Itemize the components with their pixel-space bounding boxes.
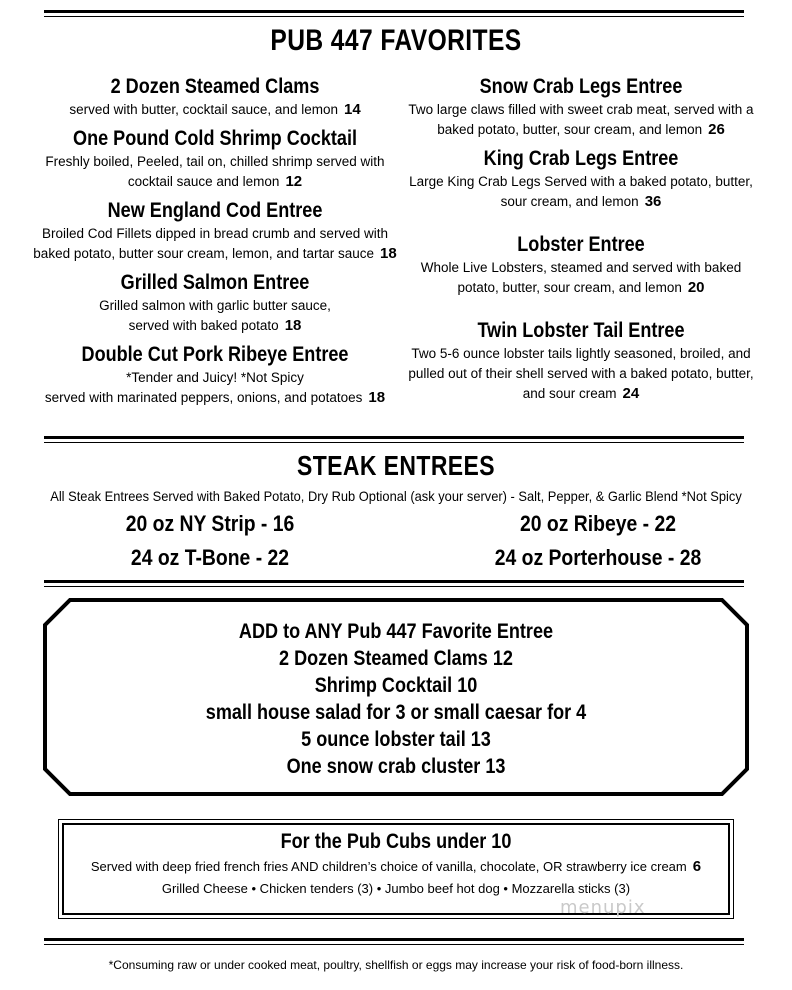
addon-item: 5 ounce lobster tail 13 [301, 728, 491, 751]
steak-item: 20 oz NY Strip - 16 [125, 511, 295, 536]
item-desc: baked potato, butter sour cream, lemon, and tartar sauce [33, 246, 374, 261]
item-desc: pulled out of their shell served with a baked potato, butter, [408, 366, 754, 381]
kids-items: Grilled Cheese • Chicken tenders (3) • Jumbo beef hot dog • Mozzarella sticks (3) [161, 881, 631, 896]
item-desc: Broiled Cod Fillets dipped in bread crumb and served with [42, 226, 388, 241]
watermark-logo: menupix [560, 897, 646, 918]
item-desc: Large King Crab Legs Served with a baked potato, butter, [409, 174, 753, 189]
item-name: King Crab Legs Entree [483, 147, 679, 170]
item-name: Lobster Entree [517, 233, 645, 256]
item-name: New England Cod Entree [107, 199, 323, 222]
menu-item [30, 126, 400, 192]
item-price: 12 [285, 173, 303, 190]
steak-note: All Steak Entrees Served with Baked Potato, Dry Rub Optional (ask your server) - Salt, Pepper, & Garlic Blend *Not Spicy [50, 488, 742, 504]
favorites-left-column [30, 74, 400, 408]
menu-item [398, 146, 764, 212]
addon-item: Shrimp Cocktail 10 [314, 674, 478, 697]
menu-item [398, 318, 764, 404]
section-rule [44, 580, 744, 583]
item-desc: Freshly boiled, Peeled, tail on, chilled shrimp served with [45, 154, 385, 169]
top-rule-thin [44, 16, 744, 17]
item-price: 24 [622, 385, 640, 402]
item-desc: *Tender and Juicy! *Not Spicy [126, 370, 304, 385]
top-rule [44, 10, 744, 13]
item-name: Double Cut Pork Ribeye Entree [81, 343, 349, 366]
steak-title: STEAK ENTREES [297, 450, 495, 481]
item-name: Snow Crab Legs Entree [479, 75, 683, 98]
item-desc: served with baked potato [128, 318, 279, 333]
menu-item [398, 232, 764, 298]
section-rule-thin [44, 586, 744, 587]
item-price: 36 [644, 193, 662, 210]
item-name: Grilled Salmon Entree [120, 271, 310, 294]
steak-item: 24 oz T-Bone - 22 [130, 545, 290, 570]
kids-price: 6 [692, 858, 702, 875]
menu-item [30, 342, 400, 408]
item-name: 2 Dozen Steamed Clams [110, 75, 320, 98]
item-desc: Two large claws filled with sweet crab meat, served with a [408, 102, 754, 117]
addons-heading: ADD to ANY Pub 447 Favorite Entree [238, 620, 554, 643]
item-desc: Two 5-6 ounce lobster tails lightly seasoned, broiled, and [411, 346, 751, 361]
section-rule [44, 436, 744, 439]
item-price: 18 [284, 317, 302, 334]
item-desc: cocktail sauce and lemon [127, 174, 280, 189]
addon-item: small house salad for 3 or small caesar for 4 [205, 701, 587, 724]
menu-item [30, 270, 400, 336]
footnote: *Consuming raw or under cooked meat, poultry, shellfish or eggs may increase your risk of food-born illness. [108, 958, 684, 972]
bottom-rule [44, 938, 744, 941]
item-desc: served with marinated peppers, onions, and potatoes [44, 390, 363, 405]
item-price: 18 [368, 389, 386, 406]
favorites-right-column [398, 74, 764, 404]
menu-item [398, 74, 764, 140]
section-rule-thin [44, 442, 744, 443]
item-price: 18 [380, 245, 397, 262]
menu-item [30, 74, 400, 120]
menu-item [30, 198, 400, 264]
item-price: 14 [343, 101, 361, 118]
item-desc: Whole Live Lobsters, steamed and served with baked [420, 260, 742, 275]
item-name: Twin Lobster Tail Entree [477, 319, 685, 342]
kids-title: For the Pub Cubs under 10 [280, 830, 512, 853]
steak-item: 24 oz Porterhouse - 28 [494, 545, 702, 570]
item-price: 26 [708, 121, 725, 138]
addon-item: One snow crab cluster 13 [286, 755, 506, 778]
item-name: One Pound Cold Shrimp Cocktail [73, 127, 357, 150]
item-desc: Grilled salmon with garlic butter sauce, [99, 298, 331, 313]
page-title: PUB 447 FAVORITES [270, 24, 522, 57]
kids-desc: Served with deep fried french fries AND children’s choice of vanilla, chocolate, OR strawberry ice cream [90, 859, 687, 874]
item-desc: baked potato, butter, sour cream, and lemon [437, 122, 703, 137]
item-desc: sour cream, and lemon [500, 194, 639, 209]
bottom-rule-thin [44, 944, 744, 945]
item-desc: served with butter, cocktail sauce, and lemon [69, 102, 338, 117]
item-desc: and sour cream [522, 386, 617, 401]
addon-item: 2 Dozen Steamed Clams 12 [279, 647, 513, 670]
item-price: 20 [687, 279, 705, 296]
item-desc: potato, butter, sour cream, and lemon [457, 280, 682, 295]
steak-item: 20 oz Ribeye - 22 [519, 511, 677, 536]
